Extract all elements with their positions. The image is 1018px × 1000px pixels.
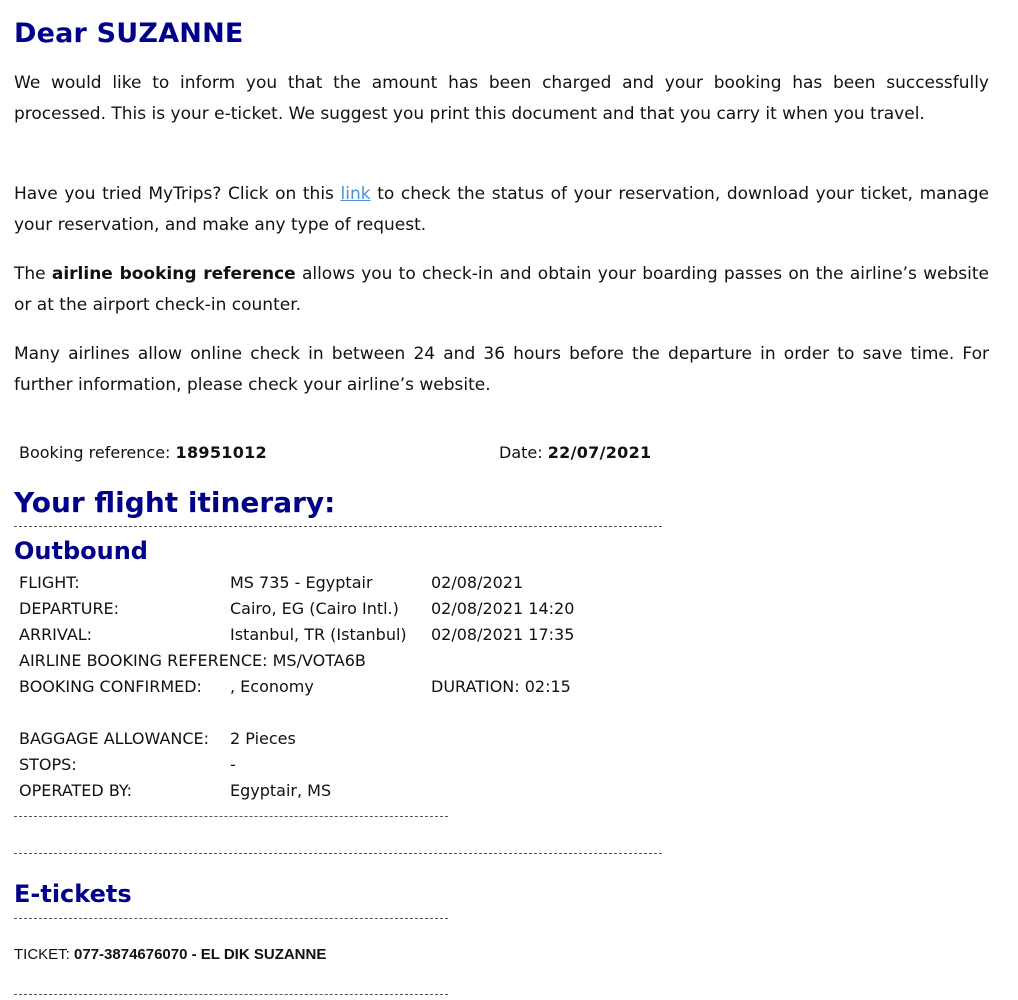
- operated-label: OPERATED BY:: [19, 781, 132, 800]
- divider: [14, 853, 662, 854]
- checkin-paragraph: Many airlines allow online check in between 24 and 36 hours before the departure in order to save time. For further information, please check your airline’s website.: [14, 344, 989, 395]
- baggage-value: 2 Pieces: [230, 729, 296, 748]
- divider: [14, 526, 662, 527]
- confirmed-value: , Economy: [230, 677, 314, 696]
- departure-value: Cairo, EG (Cairo Intl.): [230, 599, 399, 618]
- divider: [14, 816, 448, 817]
- airline-ref-text-before: The: [14, 264, 52, 284]
- etickets-heading: E-tickets: [14, 880, 132, 908]
- departure-label: DEPARTURE:: [19, 599, 120, 618]
- arrival-value: Istanbul, TR (Istanbul): [230, 625, 407, 644]
- arrival-label: ARRIVAL:: [19, 625, 93, 644]
- flight-date: 02/08/2021: [431, 573, 524, 592]
- greeting-heading: Dear SUZANNE: [14, 18, 244, 49]
- mytrips-text-after: to check the status of your reservation, download your ticket, manage your reservation, and make any type of request.: [14, 184, 989, 235]
- itinerary-heading: Your flight itinerary:: [14, 486, 336, 519]
- ticket-label: TICKET:: [14, 946, 75, 963]
- airline-ref-text-after: allows you to check-in and obtain your boarding passes on the airline’s website or at the airport check-in counter.: [14, 264, 990, 315]
- baggage-label: BAGGAGE ALLOWANCE:: [19, 729, 210, 748]
- booking-reference: [19, 443, 267, 462]
- booking-date: [499, 443, 651, 462]
- flight-label: FLIGHT:: [19, 573, 80, 592]
- operated-value: Egyptair, MS: [230, 781, 332, 800]
- duration: DURATION: 02:15: [431, 677, 571, 696]
- confirmed-label: BOOKING CONFIRMED:: [19, 677, 202, 696]
- booking-date-label: Date:: [499, 443, 548, 462]
- booking-reference-value: 18951012: [175, 443, 267, 462]
- charge-notice-paragraph: We would like to inform you that the amount has been charged and your booking has been successfully processed. This is your e-ticket. We suggest you print this document and that you carry it when you travel.: [14, 73, 989, 124]
- booking-reference-label: Booking reference:: [19, 443, 176, 462]
- ticket-value: 077-3874676070 - EL DIK SUZANNE: [74, 946, 327, 963]
- mytrips-text-before: Have you tried MyTrips? Click on this: [14, 184, 341, 204]
- stops-label: STOPS:: [19, 755, 77, 774]
- airline-ref-bold: airline booking reference: [51, 264, 296, 284]
- arrival-time: 02/08/2021 17:35: [431, 625, 575, 644]
- flight-value: MS 735 - Egyptair: [230, 573, 373, 592]
- stops-value: -: [230, 755, 236, 774]
- departure-time: 02/08/2021 14:20: [431, 599, 575, 618]
- outbound-heading: Outbound: [14, 537, 148, 565]
- booking-date-value: 22/07/2021: [547, 443, 652, 462]
- divider: [14, 918, 448, 919]
- airline-reference: AIRLINE BOOKING REFERENCE: MS/VOTA6B: [19, 651, 366, 670]
- mytrips-link[interactable]: link: [340, 184, 371, 204]
- ticket-line: [14, 946, 326, 963]
- divider: [14, 994, 448, 995]
- airline-reference-paragraph: [14, 259, 989, 321]
- mytrips-paragraph: [14, 179, 989, 241]
